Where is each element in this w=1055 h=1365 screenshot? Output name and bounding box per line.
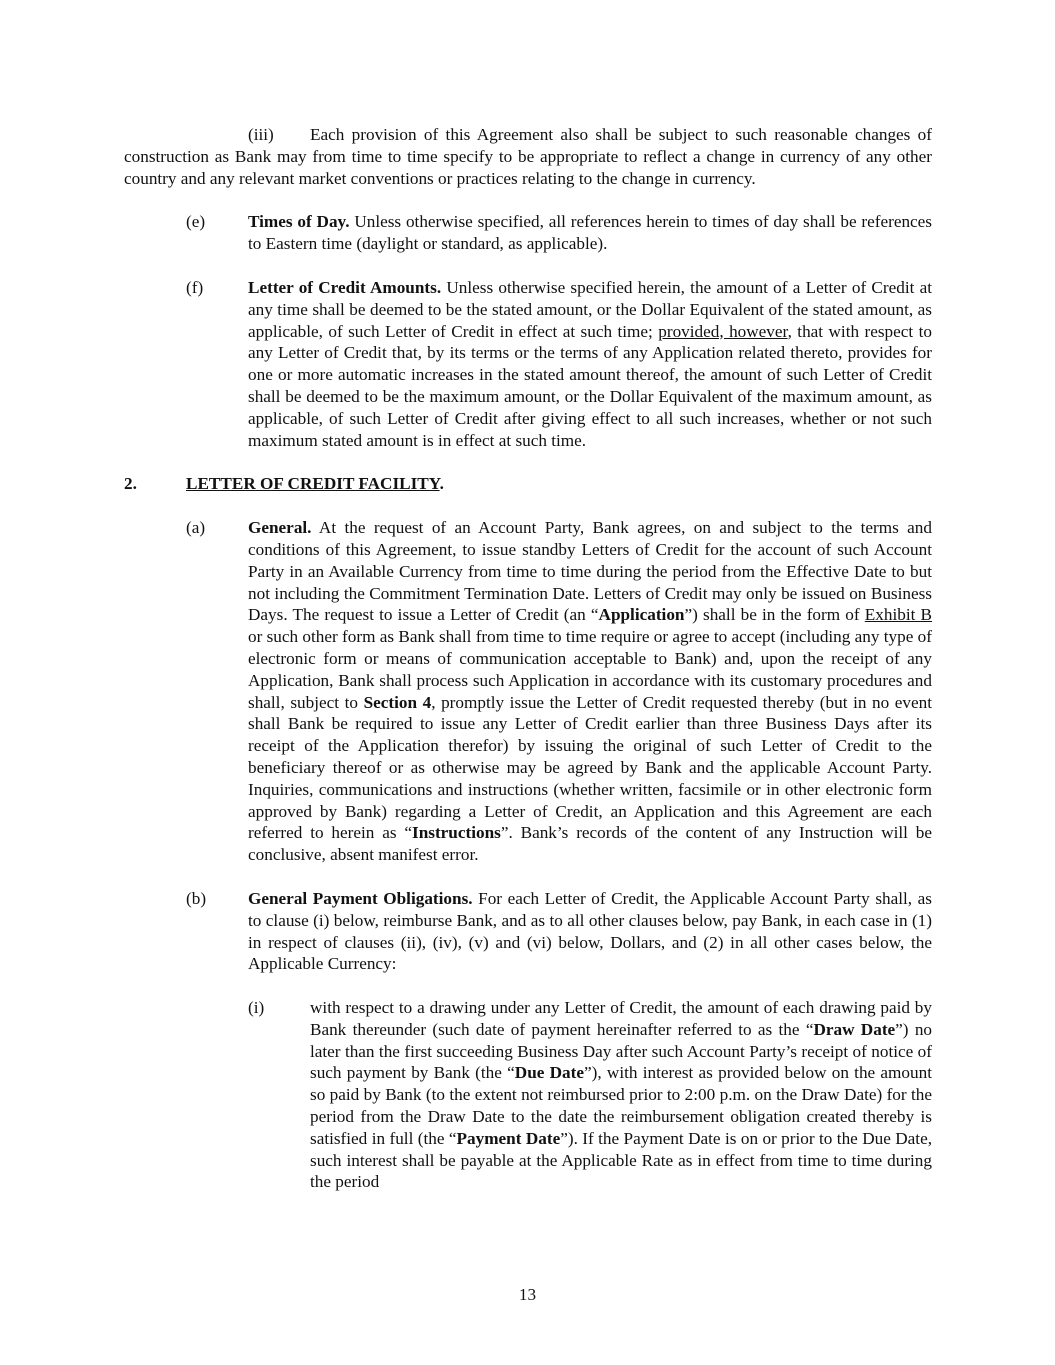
section-f bbox=[124, 277, 932, 451]
item-label: (i) bbox=[248, 998, 265, 1018]
paragraph-text: , that with respect to any Letter of Credit that, by its terms or the terms of any Application related thereto, provides for one or more automatic increases in the stated amount thereof, the amount of such Letter of Credit shall be deemed to be the maximum amount, or the Dollar Equivalent of the maximum amount, as applicable, of such Letter of Credit after giving effect to all such increases, whether or not such maximum stated amount is in effect at such time. bbox=[248, 321, 932, 450]
section-title: Times of Day. bbox=[248, 212, 350, 232]
heading-period: . bbox=[439, 474, 444, 494]
item-label: (b) bbox=[186, 888, 207, 908]
document-page bbox=[124, 124, 932, 1193]
section-f-text bbox=[248, 277, 932, 451]
paragraph-text: with respect to a drawing under any Letter of Credit, the amount of each drawing paid by Bank thereunder (such date of payment hereinafter referred to as the “ bbox=[310, 998, 932, 1039]
section-e-text bbox=[248, 211, 932, 255]
paragraph-text: , promptly issue the Letter of Credit requested thereby (but in no event shall Bank be required to issue any Letter of Credit earlier than three Business Days after its receipt of the Application therefor) by issuing the original of such Letter of Credit to the beneficiary thereof or as otherwise may be agreed by Bank and the applicable Account Party. Inquiries, communications and instructions (whether written, facsimile or in other electronic form approved by Bank) regarding a Letter of Credit, an Application and this Agreement are each referred to herein as “ bbox=[248, 692, 933, 843]
section-a-text bbox=[248, 517, 932, 866]
defined-term: Due Date bbox=[514, 1063, 584, 1083]
paragraph-text: At the request of an Account Party, Bank agrees, on and subject to the terms and conditions of this Agreement, to issue standby Letters of Credit for the account of such Account Party in an Available Currency from time to time during the period from the Effective Date to but not including the Commitment Termination Date. Letters of Credit may only be issued on Business Days. The request to issue a Letter of Credit (an “ bbox=[248, 518, 932, 625]
section-title: General Payment Obligations. bbox=[248, 888, 473, 908]
paragraph-text: ”. Bank’s records of the content of any Instruction will be conclusive, absent manifest error. bbox=[248, 823, 932, 865]
item-label: (a) bbox=[186, 518, 206, 538]
defined-term: Instructions bbox=[412, 823, 501, 843]
paragraph-iii bbox=[124, 124, 932, 189]
section-b bbox=[124, 888, 932, 975]
paragraph-text: or such other form as Bank shall from time to time require or agree to accept (including any type of electronic form or means of communication acceptable to Bank) and, upon the receipt of any Application, Bank shall process such Application in accordance with its customary procedures and shall, subject to bbox=[248, 627, 932, 712]
section-b-i-text bbox=[310, 997, 932, 1193]
section-title: General. bbox=[248, 518, 312, 538]
paragraph-text: ”). If the Payment Date is on or prior to the Due Date, such interest shall be payable at the Applicable Rate as in effect from time to time during the period bbox=[310, 1128, 932, 1192]
item-label: (e) bbox=[186, 212, 206, 232]
underlined-term: provided, however bbox=[658, 321, 788, 341]
defined-term: Draw Date bbox=[813, 1019, 896, 1039]
section-b-text bbox=[248, 888, 932, 975]
section-b-i bbox=[124, 997, 932, 1193]
section-2-heading bbox=[124, 473, 932, 495]
item-label: (f) bbox=[186, 277, 204, 297]
paragraph-text: For each Letter of Credit, the Applicable Account Party shall, as to clause (i) below, reimburse Bank, and as to all other clauses below, pay Bank, in each case in (1) in respect of clauses (ii), (iv), (v) and (vi) below, Dollars, and (2) in all other cases below, the Applicable Currency: bbox=[248, 888, 932, 974]
section-a bbox=[124, 517, 932, 866]
section-heading-title: LETTER OF CREDIT FACILITY bbox=[186, 474, 440, 494]
exhibit-reference: Exhibit B bbox=[864, 605, 932, 625]
page-number: 13 bbox=[518, 1285, 537, 1304]
section-reference: Section 4 bbox=[363, 692, 432, 712]
paragraph-text: Unless otherwise specified, all references herein to times of day shall be references to Eastern time (daylight or standard, as applicable). bbox=[248, 212, 932, 254]
item-number: (iii) bbox=[248, 125, 274, 144]
paragraph-text: ”) shall be in the form of bbox=[684, 605, 865, 625]
paragraph-text: Each provision of this Agreement also shall be subject to such reasonable changes of construction as Bank may from time to time specify to be appropriate to reflect a change in currency of any other country and any relevant market conventions or practices relating to the change in currency. bbox=[124, 125, 932, 188]
section-title: Letter of Credit Amounts. bbox=[248, 277, 442, 297]
paragraph-text: Unless otherwise specified herein, the amount of a Letter of Credit at any time shall be deemed to be the stated amount, or the Dollar Equivalent of the stated amount, as applicable, of such Letter of Credit in effect at such time; bbox=[248, 277, 933, 341]
paragraph-text: ”) no later than the first succeeding Business Day after such Account Party’s receipt of notice of such payment by Bank (the “ bbox=[310, 1019, 933, 1083]
section-number: 2. bbox=[124, 474, 137, 494]
section-e bbox=[124, 211, 932, 255]
paragraph-text: ”), with interest as provided below on the amount so paid by Bank (to the extent not reimbursed prior to 2:00 p.m. on the Draw Date) for the period from the Draw Date to the date the reimbursement obligation created thereby is satisfied in full (the “ bbox=[310, 1063, 932, 1148]
defined-term: Application bbox=[598, 605, 685, 625]
defined-term: Payment Date bbox=[456, 1128, 561, 1148]
